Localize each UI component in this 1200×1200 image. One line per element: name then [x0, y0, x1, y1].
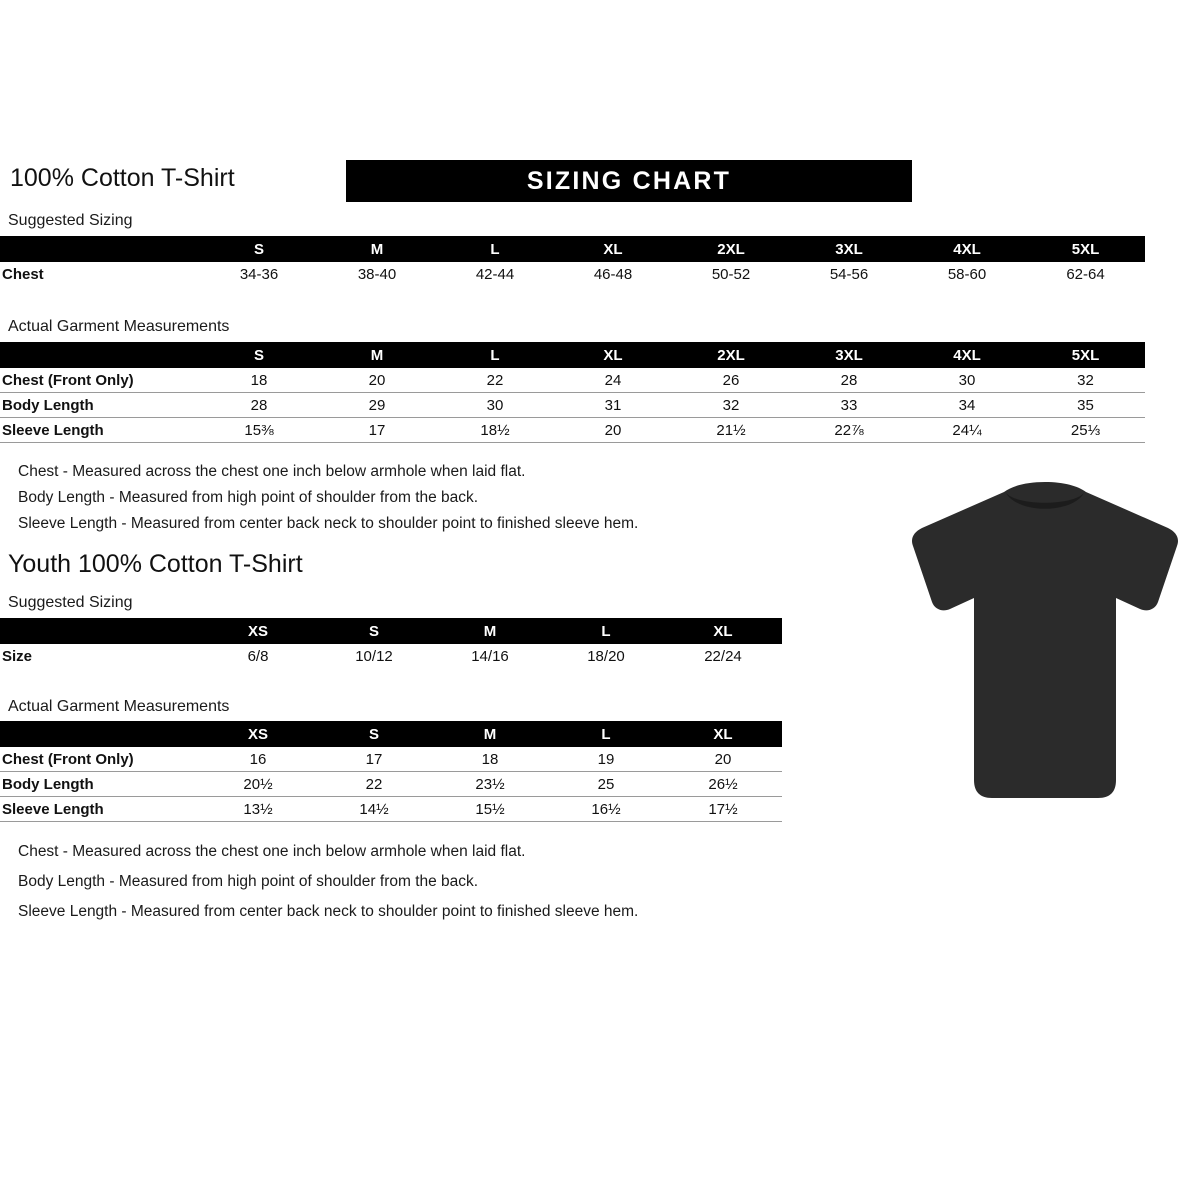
table-header-row: [0, 236, 1145, 262]
table-cell: 14/16: [471, 647, 509, 665]
column-header-s: S: [200, 236, 318, 262]
column-header-xs: XS: [200, 721, 316, 747]
column-header-blank: [0, 721, 200, 747]
table-row: [0, 644, 782, 668]
row-label: Size: [2, 647, 33, 665]
table-header-row: [0, 342, 1145, 368]
table-body: [0, 262, 1145, 286]
column-header-xs: XS: [200, 618, 316, 644]
column-header-2xl: 2XL: [672, 342, 790, 368]
table-cell: 14½: [316, 797, 432, 822]
table-cell: 32: [672, 393, 790, 418]
table-cell: 17½: [664, 797, 782, 822]
column-header-m: M: [432, 618, 548, 644]
table-cell: 18½: [436, 418, 554, 443]
youth-actual-measurements-label: Actual Garment Measurements: [8, 698, 230, 715]
table-body: [0, 368, 1145, 443]
adult-note-chest: Chest - Measured across the chest one inch below armhole when laid flat.: [18, 463, 526, 480]
table-cell: 34-36: [239, 265, 279, 283]
column-header-s: S: [200, 342, 318, 368]
row-label: Sleeve Length: [0, 418, 200, 443]
column-header-4xl: 4XL: [908, 342, 1026, 368]
youth-title: Youth 100% Cotton T-Shirt: [8, 550, 303, 578]
row-label: Chest (Front Only): [0, 368, 200, 393]
table-cell: 20: [318, 368, 436, 393]
adult-actual-measurements-table: [0, 342, 1145, 443]
sizing-chart-banner: [346, 160, 912, 202]
table-cell: 25⅓: [1026, 418, 1145, 443]
table-cell: 17: [318, 418, 436, 443]
youth-note-sleeve-length: Sleeve Length - Measured from center back neck to shoulder point to finished sleeve hem.: [18, 903, 639, 920]
column-header-5xl: 5XL: [1026, 236, 1145, 262]
column-header-blank: [0, 342, 200, 368]
adult-suggested-sizing-label: Suggested Sizing: [8, 212, 133, 229]
table-cell: 15⅜: [200, 418, 318, 443]
table-cell: 21½: [672, 418, 790, 443]
adult-actual-measurements-label: Actual Garment Measurements: [8, 318, 230, 335]
table-cell: 29: [318, 393, 436, 418]
adult-suggested-sizing-table: [0, 236, 1145, 286]
column-header-2xl: 2XL: [672, 236, 790, 262]
table-cell: 46-48: [593, 265, 633, 283]
table-cell: 10/12: [355, 647, 393, 665]
column-header-3xl: 3XL: [790, 236, 908, 262]
table-cell: 32: [1026, 368, 1145, 393]
table-cell: 20½: [200, 772, 316, 797]
row-label: Sleeve Length: [0, 797, 200, 822]
youth-suggested-sizing-label: Suggested Sizing: [8, 594, 133, 611]
table-cell: 22: [316, 772, 432, 797]
column-header-m: M: [432, 721, 548, 747]
column-header-xl: XL: [554, 342, 672, 368]
adult-title: 100% Cotton T-Shirt: [10, 164, 235, 192]
table-cell: 15½: [432, 797, 548, 822]
table-cell: 26½: [664, 772, 782, 797]
table-cell: 6/8: [247, 647, 269, 665]
adult-section-header: [10, 160, 910, 202]
row-label: Chest (Front Only): [0, 747, 200, 772]
column-header-l: L: [436, 236, 554, 262]
table-cell: 31: [554, 393, 672, 418]
table-cell: 22/24: [704, 647, 742, 665]
table-cell: 23½: [432, 772, 548, 797]
table-cell: 26: [672, 368, 790, 393]
table-row: [0, 368, 1145, 393]
table-cell: 18: [200, 368, 318, 393]
row-label: Body Length: [0, 393, 200, 418]
column-header-s: S: [316, 618, 432, 644]
column-header-4xl: 4XL: [908, 236, 1026, 262]
table-cell: 13½: [200, 797, 316, 822]
table-row: [0, 797, 782, 822]
column-header-l: L: [548, 618, 664, 644]
table-cell: 30: [436, 393, 554, 418]
column-header-blank: [0, 236, 200, 262]
table-cell: 28: [200, 393, 318, 418]
table-cell: 19: [548, 747, 664, 772]
table-cell: 18/20: [587, 647, 625, 665]
table-cell: 50-52: [711, 265, 751, 283]
table-cell: 16½: [548, 797, 664, 822]
table-cell: 62-64: [1066, 265, 1105, 283]
table-cell: 16: [200, 747, 316, 772]
youth-note-body-length: Body Length - Measured from high point of shoulder from the back.: [18, 873, 479, 890]
column-header-xl: XL: [554, 236, 672, 262]
column-header-l: L: [436, 342, 554, 368]
table-row: [0, 772, 782, 797]
table-body: [0, 644, 782, 668]
column-header-m: M: [318, 342, 436, 368]
table-cell: 30: [908, 368, 1026, 393]
youth-suggested-sizing-table: [0, 618, 782, 668]
table-cell: 25: [548, 772, 664, 797]
column-header-xl: XL: [664, 721, 782, 747]
table-cell: 24: [554, 368, 672, 393]
youth-actual-measurements-table: [0, 721, 782, 822]
table-cell: 18: [432, 747, 548, 772]
table-body: [0, 747, 782, 822]
table-cell: 58-60: [947, 265, 987, 283]
row-label: Body Length: [0, 772, 200, 797]
column-header-blank: [0, 618, 200, 644]
row-label: Chest: [2, 265, 44, 283]
column-header-3xl: 3XL: [790, 342, 908, 368]
table-cell: 24¼: [908, 418, 1026, 443]
table-cell: 22: [436, 368, 554, 393]
table-cell: 38-40: [357, 265, 397, 283]
youth-note-chest: Chest - Measured across the chest one inch below armhole when laid flat.: [18, 843, 526, 860]
t-shirt-illustration: [900, 480, 1190, 810]
table-cell: 54-56: [829, 265, 869, 283]
adult-note-sleeve-length: Sleeve Length - Measured from center back neck to shoulder point to finished sleeve hem.: [18, 515, 639, 532]
sizing-chart-banner-label: SIZING CHART: [526, 167, 732, 195]
table-row: [0, 747, 782, 772]
table-row: [0, 418, 1145, 443]
table-header-row: [0, 618, 782, 644]
table-cell: 20: [554, 418, 672, 443]
table-cell: 28: [790, 368, 908, 393]
table-row: [0, 262, 1145, 286]
column-header-m: M: [318, 236, 436, 262]
table-cell: 34: [908, 393, 1026, 418]
table-cell: 20: [664, 747, 782, 772]
adult-note-body-length: Body Length - Measured from high point of shoulder from the back.: [18, 489, 479, 506]
table-row: [0, 393, 1145, 418]
table-cell: 17: [316, 747, 432, 772]
table-cell: 35: [1026, 393, 1145, 418]
table-cell: 42-44: [475, 265, 515, 283]
column-header-xl: XL: [664, 618, 782, 644]
column-header-s: S: [316, 721, 432, 747]
table-header-row: [0, 721, 782, 747]
column-header-5xl: 5XL: [1026, 342, 1145, 368]
table-cell: 33: [790, 393, 908, 418]
column-header-l: L: [548, 721, 664, 747]
table-cell: 22⅞: [790, 418, 908, 443]
